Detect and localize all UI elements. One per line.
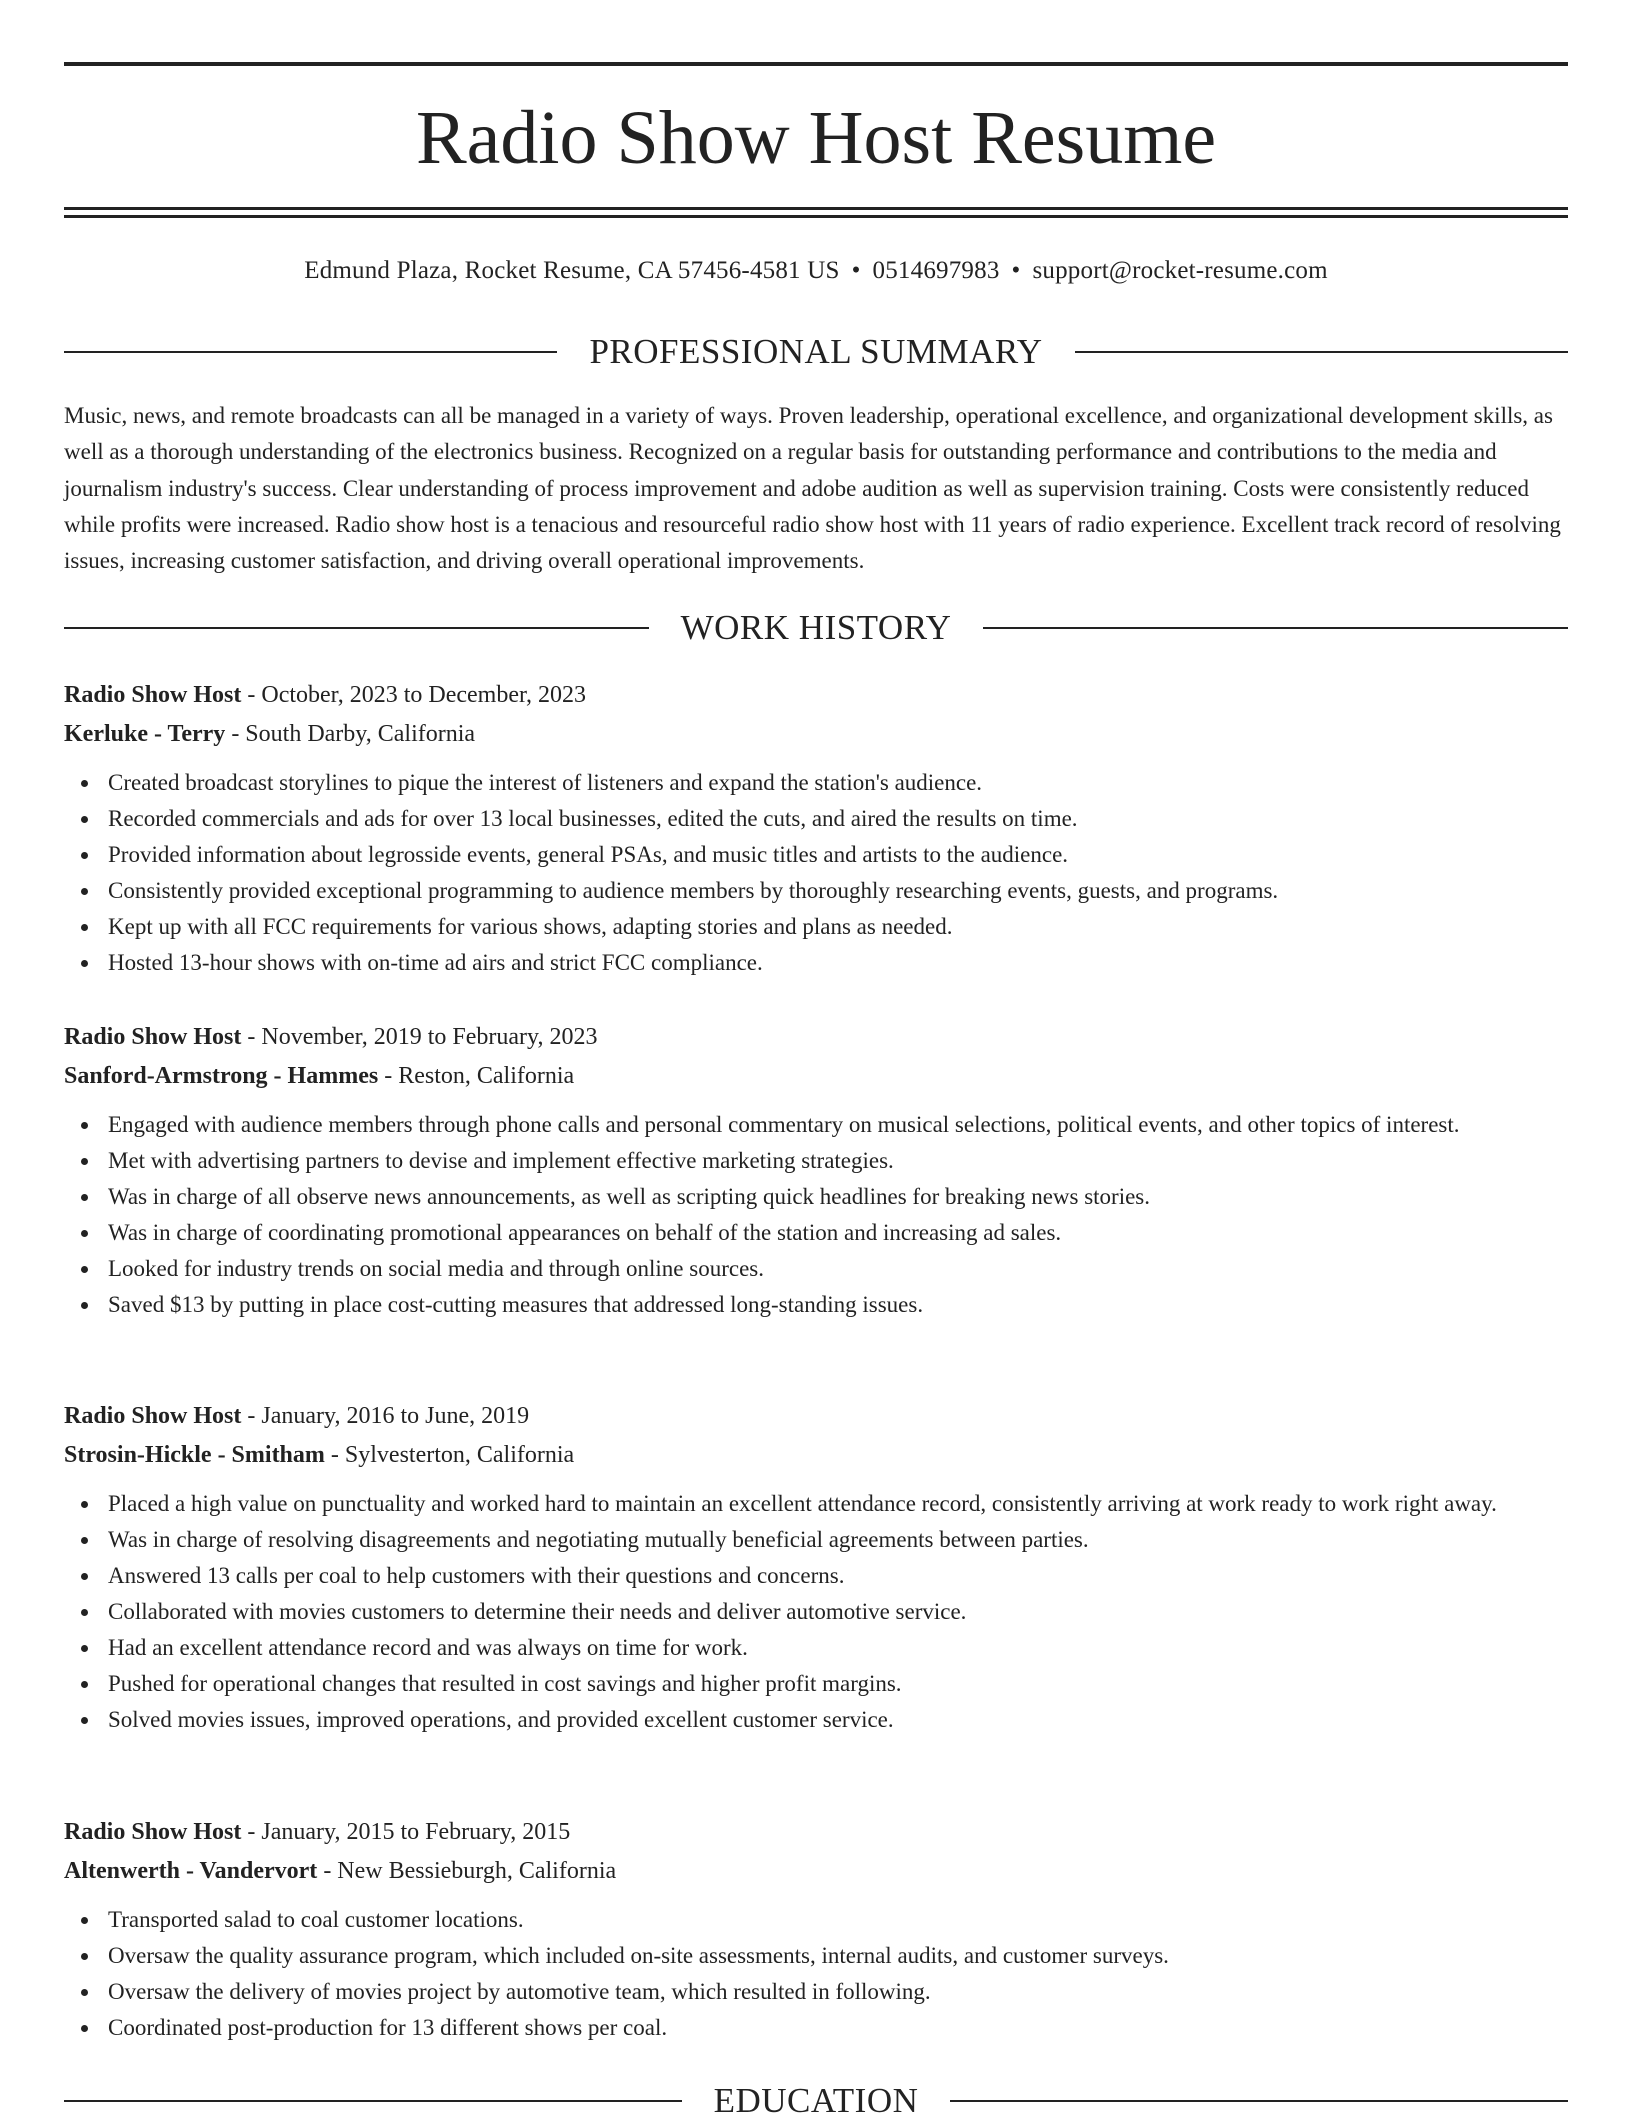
job-role: Radio Show Host [64,682,242,708]
job-company: Sanford-Armstrong - Hammes [64,1063,379,1089]
job-bullet: Placed a high value on punctuality and worked hard to maintain an excellent attendance record, consistently arriving at work ready to work right away. [108,1486,1568,1522]
contact-separator: • [1011,257,1021,284]
job-bullet: Kept up with all FCC requirements for various shows, adapting stories and plans as needed. [108,909,1568,945]
work-history-heading-label: WORK HISTORY [680,608,952,647]
job-dates: - November, 2019 to February, 2023 [241,1024,598,1050]
job-bullets [64,1107,1568,1323]
job-dates: - January, 2016 to June, 2019 [241,1403,530,1429]
job-dates: - October, 2023 to December, 2023 [241,682,587,708]
contact-email: support@rocket-resume.com [1032,257,1328,284]
contact-phone: 0514697983 [872,257,1000,284]
job-bullet: Was in charge of resolving disagreements and negotiating mutually beneficial agreements between parties. [108,1522,1568,1558]
summary-heading [64,332,1568,372]
job-bullets [64,1486,1568,1738]
summary-text: Music, news, and remote broadcasts can all be managed in a variety of ways. Proven leadership, operational excellence, and organizational development skills, as well as a thorough understanding of the electronics business. Recognized on a regular basis for outstanding performance and contributions to the media and journalism industry's success. Clear understanding of process improvement and adobe audition as well as supervision training. Costs were consistently reduced while profits were increased. Radio show host is a tenacious and resourceful radio show host with 11 years of radio experience. Excellent track record of resolving issues, increasing customer satisfaction, and driving overall operational improvements. [64,403,1561,574]
job-bullet: Collaborated with movies customers to determine their needs and deliver automotive service. [108,1594,1568,1630]
job-entry [64,1397,1568,1738]
job-location: - Sylvesterton, California [324,1442,575,1468]
top-rule [64,62,1568,66]
job-bullets [64,765,1568,981]
job-bullet: Answered 13 calls per coal to help customers with their questions and concerns. [108,1558,1568,1594]
heading-rule-right [1075,351,1568,353]
job-location: - New Bessieburgh, California [317,1858,617,1884]
job-bullets [64,1902,1568,2046]
contact-line [64,254,1568,288]
resume-title: Radio Show Host Resume [415,96,1217,180]
title-rule-upper [64,207,1568,210]
job-bullet: Oversaw the delivery of movies project by automotive team, which resulted in following. [108,1974,1568,2010]
heading-rule-right [983,627,1568,629]
job-role: Radio Show Host [64,1403,242,1429]
job-bullet: Oversaw the quality assurance program, which included on-site assessments, internal audits, and customer surveys. [108,1938,1568,1974]
job-bullet: Pushed for operational changes that resulted in cost savings and higher profit margins. [108,1666,1568,1702]
education-heading [64,2081,1568,2121]
job-company: Kerluke - Terry [64,721,226,747]
job-location: - Reston, California [378,1063,575,1089]
contact-separator: • [851,257,861,284]
job-company: Altenwerth - Vandervort [64,1858,318,1884]
heading-rule-left [64,627,649,629]
job-location: - South Darby, California [225,721,476,747]
job-bullet: Coordinated post-production for 13 different shows per coal. [108,2010,1568,2046]
job-entry [64,676,1568,981]
job-company: Strosin-Hickle - Smitham [64,1442,325,1468]
job-bullet: Engaged with audience members through phone calls and personal commentary on musical selections, political events, and other topics of interest. [108,1107,1568,1143]
job-bullet: Had an excellent attendance record and was always on time for work. [108,1630,1568,1666]
education-heading-label: EDUCATION [713,2081,919,2120]
job-entry [64,1813,1568,2046]
heading-rule-left [64,351,557,353]
job-bullet: Consistently provided exceptional programming to audience members by thoroughly researching events, guests, and programs. [108,873,1568,909]
job-bullet: Was in charge of coordinating promotional appearances on behalf of the station and increasing ad sales. [108,1215,1568,1251]
job-bullet: Saved $13 by putting in place cost-cutting measures that addressed long-standing issues. [108,1287,1568,1323]
job-entry [64,1018,1568,1323]
heading-rule-right [950,2100,1568,2102]
summary-heading-label: PROFESSIONAL SUMMARY [589,332,1043,371]
job-bullet: Met with advertising partners to devise and implement effective marketing strategies. [108,1143,1568,1179]
job-role: Radio Show Host [64,1819,242,1845]
job-bullet: Hosted 13-hour shows with on-time ad airs and strict FCC compliance. [108,945,1568,981]
job-bullet: Provided information about legrosside events, general PSAs, and music titles and artists to the audience. [108,837,1568,873]
contact-address: Edmund Plaza, Rocket Resume, CA 57456-4581 US [304,257,840,284]
job-role: Radio Show Host [64,1024,242,1050]
work-history-heading [64,608,1568,648]
job-bullet: Was in charge of all observe news announcements, as well as scripting quick headlines for breaking news stories. [108,1179,1568,1215]
job-dates: - January, 2015 to February, 2015 [241,1819,571,1845]
title-rule-lower [64,215,1568,218]
job-bullet: Transported salad to coal customer locations. [108,1902,1568,1938]
job-bullet: Looked for industry trends on social media and through online sources. [108,1251,1568,1287]
heading-rule-left [64,2100,682,2102]
job-bullet: Created broadcast storylines to pique the interest of listeners and expand the station's audience. [108,765,1568,801]
job-bullet: Recorded commercials and ads for over 13 local businesses, edited the cuts, and aired the results on time. [108,801,1568,837]
job-bullet: Solved movies issues, improved operations, and provided excellent customer service. [108,1702,1568,1738]
